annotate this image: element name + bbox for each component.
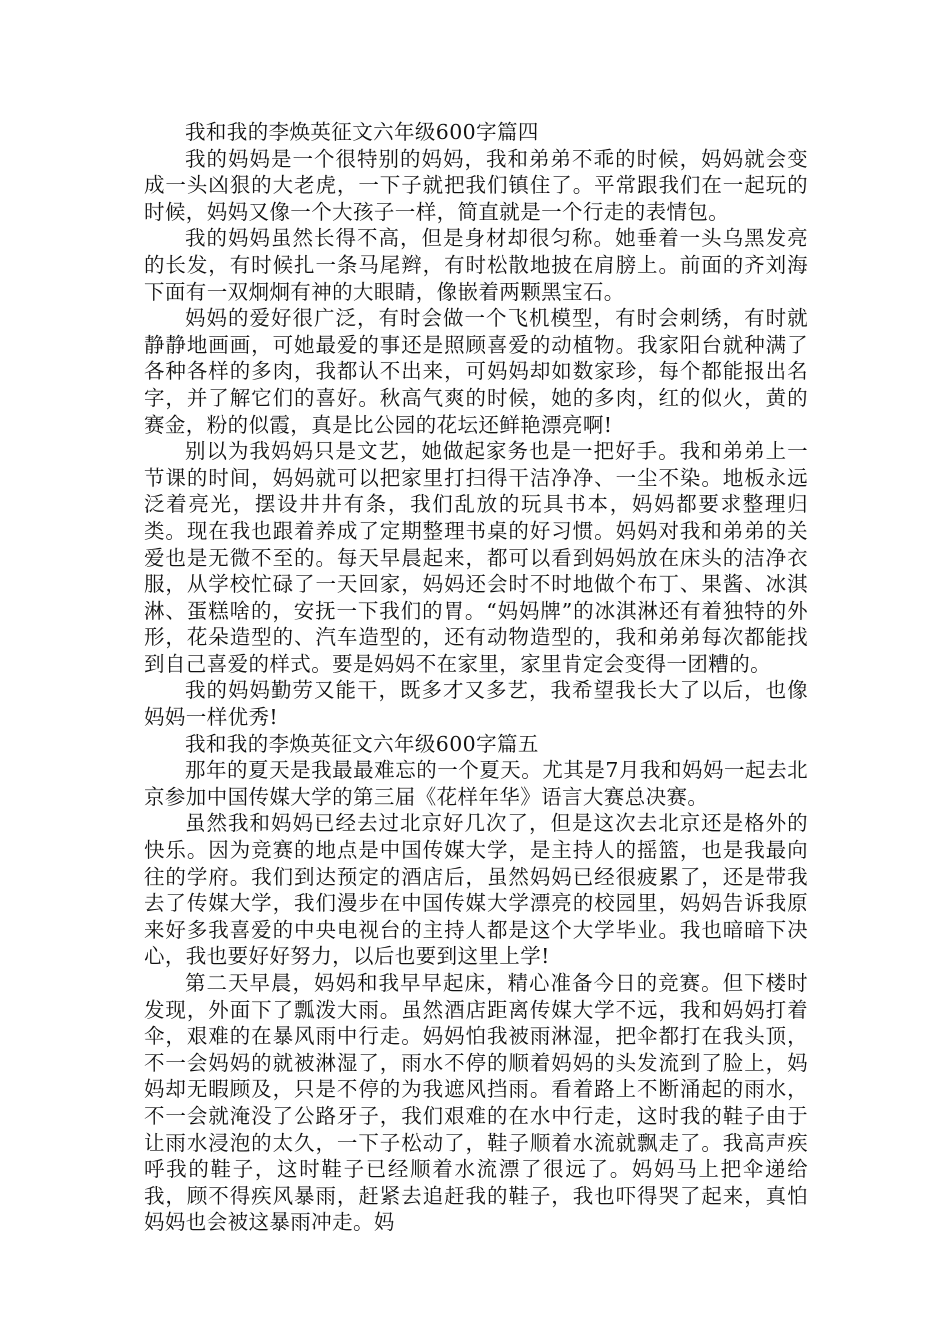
paragraph: 我的妈妈虽然长得不高，但是身材却很匀称。她垂着一头乌黑发亮的长发，有时候扎一条马尾辫，有时松散地披在肩膀上。前面的齐刘海下面有一双炯炯有神的大眼睛，像嵌着两颗黑宝石。 [144, 226, 808, 304]
paragraph: 别以为我妈妈只是文艺，她做起家务也是一把好手。我和弟弟上一节课的时间，妈妈就可以把家里打扫得干洁净净、一尘不染。地板永远泛着亮光，摆设井井有条，我们乱放的玩具书本，妈妈都要求整理归类。现在我也跟着养成了定期整理书桌的好习惯。妈妈对我和弟弟的关爱也是无微不至的。每天早晨起来，都可以看到妈妈放在床头的洁净衣服，从学校忙碌了一天回家，妈妈还会时不时地做个布丁、果酱、冰淇淋、蛋糕啥的，安抚一下我们的胃。“妈妈牌”的冰淇淋还有着独特的外形，花朵造型的、汽车造型的，还有动物造型的，我和弟弟每次都能找到自己喜爱的样式。要是妈妈不在家里，家里肯定会变得一团糟的。 [144, 439, 808, 676]
paragraph: 我的妈妈是一个很特别的妈妈，我和弟弟不乖的时候，妈妈就会变成一头凶狠的大老虎，一下子就把我们镇住了。平常跟我们在一起玩的时候，妈妈又像一个大孩子一样，简直就是一个行走的表情包。 [144, 146, 808, 224]
paragraph: 第二天早晨，妈妈和我早早起床，精心准备今日的竞赛。但下楼时发现，外面下了瓢泼大雨。虽然酒店距离传媒大学不远，我和妈妈打着伞，艰难的在暴风雨中行走。妈妈怕我被雨淋湿，把伞都打在我头顶，不一会妈妈的就被淋湿了，雨水不停的顺着妈妈的头发流到了脸上，妈妈却无暇顾及，只是不停的为我遮风挡雨。看着路上不断涌起的雨水，不一会就淹没了公路牙子，我们艰难的在水中行走，这时我的鞋子由于让雨水浸泡的太久，一下子松动了，鞋子顺着水流就飘走了。我高声疾呼我的鞋子，这时鞋子已经顺着水流漂了很远了。妈妈马上把伞递给我，顾不得疾风暴雨，赶紧去追赶我的鞋子，我也吓得哭了起来，真怕妈妈也会被这暴雨冲走。妈 [144, 971, 808, 1235]
paragraph: 虽然我和妈妈已经去过北京好几次了，但是这次去北京还是格外的快乐。因为竞赛的地点是中国传媒大学，是主持人的摇篮，也是我最向往的学府。我们到达预定的酒店后，虽然妈妈已经很疲累了，还是带我去了传媒大学，我们漫步在中国传媒大学漂亮的校园里，妈妈告诉我原来好多我喜爱的中央电视台的主持人都是这个大学毕业。我也暗暗下决心，我也要好好努力，以后也要到这里上学! [144, 811, 808, 969]
section-title-5: 我和我的李焕英征文六年级600字篇五 [185, 731, 539, 756]
document-body [144, 119, 808, 1236]
section-title-4: 我和我的李焕英征文六年级600字篇四 [185, 120, 539, 144]
paragraph: 那年的夏天是我最最难忘的一个夏天。尤其是7月我和妈妈一起去北京参加中国传媒大学的第三届《花样年华》语言大赛总决赛。 [144, 758, 808, 809]
paragraph: 妈妈的爱好很广泛，有时会做一个飞机模型，有时会刺绣，有时就静静地画画，可她最爱的事还是照顾喜爱的动植物。我家阳台就种满了各种各样的多肉，我都认不出来，可妈妈却如数家珍，每个都能报出名字，并了解它们的喜好。秋高气爽的时候，她的多肉，红的似火，黄的赛金，粉的似霞，真是比公园的花坛还鲜艳漂亮啊! [144, 306, 808, 437]
paragraph: 我的妈妈勤劳又能干，既多才又多艺，我希望我长大了以后，也像妈妈一样优秀! [144, 678, 808, 730]
